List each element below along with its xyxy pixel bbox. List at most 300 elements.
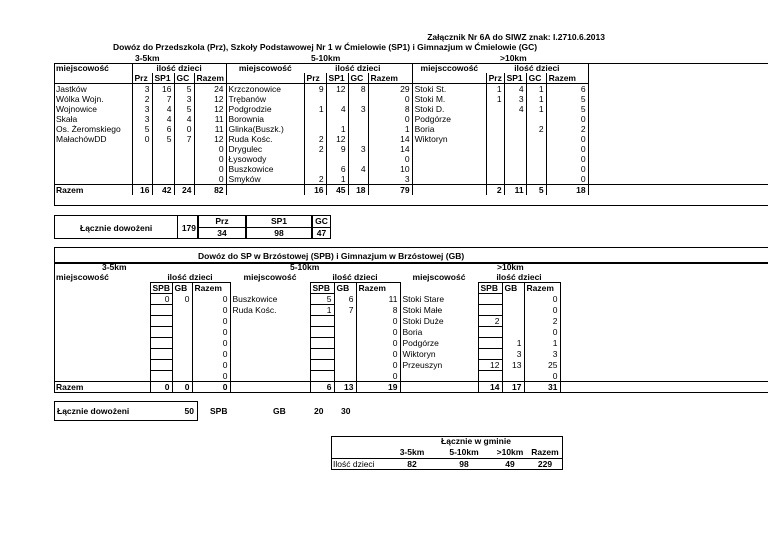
column-header-gb: GB [334,283,356,294]
s1-sum-val-prz: 34 [217,228,227,238]
column-header-spb: SPB [150,283,172,294]
s1-range-10plus: >10km [500,53,527,63]
value-cell: 4 [504,104,526,114]
table-row [54,327,768,338]
column-header-gc: GC [526,73,546,84]
value-cell: 0 [194,144,226,154]
value-cell: 1 [486,94,504,104]
value-cell [334,338,356,349]
total-value: 42 [152,185,174,196]
total-value: 17 [502,382,524,393]
value-cell: 0 [524,305,560,316]
section1-title: Dowóz do Przedszkola (Prz), Szkoły Podstawowej Nr 1 w Ćmielowie (SP1) i Gimnazjum w Ćmielowie (GC) [113,42,538,52]
column-header-prz: Prz [304,73,326,84]
kids-header: ilość dzieci [335,63,381,73]
value-cell: 4 [174,114,194,124]
value-cell [152,164,174,174]
value-cell [304,154,326,164]
s2-range-3-5: 3-5km [102,262,127,272]
value-cell: 0 [150,294,172,305]
location-name: Krzczonowice [228,84,281,94]
value-cell: 7 [174,134,194,144]
value-cell: 8 [368,104,412,114]
value-cell [486,134,504,144]
value-cell: 14 [368,134,412,144]
value-cell [526,114,546,124]
value-cell: 2 [304,134,326,144]
blank-cell [226,73,304,84]
value-cell: 3 [348,104,368,114]
value-cell [132,154,152,164]
spacer [560,305,768,316]
location-name: Stoki Duże [402,316,444,326]
table-row [54,104,768,114]
value-cell: 4 [326,104,348,114]
grand-col-5-10: 5-10km [449,447,479,457]
blank-cell [412,73,486,84]
grand-col-10plus: >10km [496,447,524,457]
value-cell: 0 [192,371,230,382]
spacer [588,94,768,104]
table-row [54,114,768,124]
value-cell: 0 [356,338,400,349]
location-name: Glinka(Buszk.) [228,124,284,134]
value-cell: 0 [546,164,588,174]
s2-range-10plus: >10km [497,262,524,272]
spacer [588,104,768,114]
grand-val-10plus: 49 [505,459,515,469]
annex-label: Załącznik Nr 6A do SIWZ znak: I.2710.6.2013 [427,32,605,42]
value-cell: 0 [192,327,230,338]
value-cell [310,371,334,382]
value-cell [132,174,152,185]
table-row [54,349,768,360]
column-header-razem: Razem [368,73,412,84]
column-header-gb: GB [502,283,524,294]
value-cell [502,371,524,382]
value-cell: 25 [524,360,560,371]
value-cell [486,104,504,114]
value-cell [150,305,172,316]
value-cell: 4 [152,104,174,114]
value-cell: 2 [524,316,560,327]
table-row [54,360,768,371]
column-header-prz: Prz [486,73,504,84]
value-cell [478,294,502,305]
table-row [54,144,768,154]
total-value: 79 [368,185,412,196]
value-cell: 11 [356,294,400,305]
value-cell: 1 [326,124,348,134]
grand-title: Łącznie w gminie [441,436,511,446]
value-cell: 0 [192,316,230,327]
value-cell: 1 [526,104,546,114]
location-name: Podgrodzie [228,104,272,114]
value-cell: 12 [194,94,226,104]
total-value: 31 [524,382,560,393]
location-name [54,371,150,382]
value-cell: 5 [174,104,194,114]
value-cell [478,349,502,360]
spacer [560,327,768,338]
value-cell [150,360,172,371]
location-name [54,360,150,371]
s2-sum-col-spb: SPB [210,406,228,416]
value-cell [334,371,356,382]
value-cell [348,134,368,144]
value-cell: 3 [132,104,152,114]
location-name: Stoki M. [414,94,446,104]
kids-header: ilość dzieci [496,272,542,282]
table-row [54,84,768,95]
kids-header: ilość dzieci [167,272,213,282]
value-cell: 5 [310,294,334,305]
value-cell [334,349,356,360]
kids-header: ilość dzieci [156,63,202,73]
value-cell: 0 [524,294,560,305]
spacer [588,63,768,73]
location-name: Drygulec [228,144,263,154]
value-cell: 24 [194,84,226,95]
value-cell: 5 [152,134,174,144]
value-cell [348,154,368,164]
value-cell [172,338,192,349]
value-cell [526,174,546,185]
value-cell [150,338,172,349]
spacer [588,134,768,144]
total-value: 11 [504,185,526,196]
location-header: miejscowość [243,272,297,283]
total-value: 6 [310,382,334,393]
value-cell [304,164,326,174]
value-cell: 1 [310,305,334,316]
location-name: Boria [402,327,423,337]
value-cell: 1 [304,104,326,114]
s2-summary-total: 50 [184,406,194,416]
value-cell: 16 [152,84,174,95]
location-name [54,144,132,154]
location-name: Boria [414,124,435,134]
value-cell: 0 [356,327,400,338]
blank-cell [230,283,310,294]
spacer [560,316,768,327]
spacer [560,294,768,305]
location-name [412,174,486,185]
location-name [54,294,150,305]
value-cell: 10 [368,164,412,174]
spacer [588,84,768,95]
column-header-gb: GB [172,283,192,294]
column-header-spb: SPB [310,283,334,294]
location-name: Wojnowice [54,104,132,114]
value-cell [174,164,194,174]
value-cell [172,371,192,382]
location-name [230,371,310,382]
column-header-razem: Razem [194,73,226,84]
value-cell [348,94,368,104]
value-cell: 12 [478,360,502,371]
value-cell [132,144,152,154]
value-cell: 3 [132,84,152,95]
value-cell: 3 [502,349,524,360]
value-cell: 12 [326,134,348,144]
value-cell [304,124,326,134]
value-cell [504,124,526,134]
spacer [560,382,768,393]
location-name [54,338,150,349]
value-cell [348,114,368,124]
grand-val-5-10: 98 [459,459,469,469]
value-cell: 8 [348,84,368,95]
value-cell: 1 [526,94,546,104]
location-name [54,349,150,360]
s1-sum-col-prz: Prz [215,216,229,226]
value-cell [150,371,172,382]
value-cell: 0 [368,154,412,164]
value-cell: 6 [334,294,356,305]
value-cell: 0 [192,338,230,349]
grand-val-3-5: 82 [407,459,417,469]
location-name: Przeuszyn [402,360,443,370]
location-name: Łysowody [228,154,267,164]
table-row [54,174,768,185]
location-name: Wiktoryn [402,349,436,359]
value-cell: 3 [524,349,560,360]
location-name [54,164,132,174]
value-cell: 1 [524,338,560,349]
value-cell: 0 [546,114,588,124]
value-cell [172,360,192,371]
spacer [560,349,768,360]
value-cell [152,174,174,185]
total-label: Razem [54,382,150,393]
total-value: 16 [132,185,152,196]
value-cell [174,144,194,154]
location-name: Smyków [228,174,261,184]
blank-cell [412,185,486,196]
value-cell: 0 [356,316,400,327]
total-value: 18 [348,185,368,196]
table-row [54,316,768,327]
location-name [54,174,132,185]
total-value: 0 [150,382,172,393]
value-cell: 6 [546,84,588,95]
s2-sum-col-gb: GB [273,406,286,416]
location-name [54,316,150,327]
value-cell [304,94,326,104]
s1-table [54,63,768,195]
spacer [560,338,768,349]
location-name: Ruda Kośc. [232,305,277,315]
s2-summary-label: Łącznie dowożeni [57,406,130,416]
value-cell: 0 [524,327,560,338]
value-cell [150,349,172,360]
value-cell: 1 [486,84,504,95]
value-cell: 5 [132,124,152,134]
value-cell [478,338,502,349]
spacer [588,185,768,196]
value-cell [326,154,348,164]
s2-sum-val-gb: 30 [341,406,351,416]
value-cell: 11 [194,124,226,134]
value-cell [172,327,192,338]
value-cell [172,316,192,327]
location-name [54,305,150,316]
value-cell: 13 [502,360,524,371]
value-cell [526,134,546,144]
value-cell [152,144,174,154]
grand-col-razem: Razem [531,447,559,457]
column-header-gc: GC [174,73,194,84]
value-cell: 0 [192,294,230,305]
value-cell: 0 [194,174,226,185]
grand-val-razem: 229 [537,459,553,469]
location-header: miejscowość [226,63,304,73]
value-cell [174,154,194,164]
value-cell: 8 [356,305,400,316]
spacer [560,371,768,382]
value-cell: 12 [194,134,226,144]
column-header-razem: Razem [192,283,230,294]
value-cell [478,371,502,382]
value-cell [334,360,356,371]
column-header-gc: GC [348,73,368,84]
location-name: Jastków [54,84,132,95]
s1-range-3-5: 3-5km [135,53,160,63]
total-value: 14 [478,382,502,393]
value-cell: 0 [194,164,226,174]
value-cell: 2 [546,124,588,134]
value-cell: 0 [546,174,588,185]
value-cell [326,114,348,124]
value-cell [486,124,504,134]
value-cell [486,164,504,174]
blank-cell [230,382,310,393]
total-value: 45 [326,185,348,196]
value-cell: 3 [368,174,412,185]
location-header: miejscowość [56,272,109,283]
value-cell: 9 [326,144,348,154]
location-name [230,360,310,371]
s2-sum-val-spb: 20 [314,406,324,416]
location-name: Os. Żeromskiego [54,124,132,134]
value-cell: 4 [504,84,526,95]
location-name: Stoki St. [414,84,447,94]
s1-sum-val-sp1: 98 [274,228,284,238]
s2-range-5-10: 5-10km [290,262,320,272]
value-cell: 3 [348,144,368,154]
kids-header: ilość dzieci [514,63,560,73]
blank-cell [54,73,132,84]
value-cell [310,349,334,360]
value-cell [504,154,526,164]
s2-columns-row [54,283,768,294]
value-cell: 1 [526,84,546,95]
value-cell: 0 [132,134,152,144]
value-cell: 4 [348,164,368,174]
location-header: miejscowość [54,63,132,73]
value-cell [334,327,356,338]
value-cell [504,164,526,174]
value-cell [478,327,502,338]
value-cell: 0 [192,305,230,316]
location-name: Skała [54,114,132,124]
total-value: 2 [486,185,504,196]
value-cell: 0 [546,154,588,164]
location-name: Stoki D. [414,104,445,114]
location-header: miejscowość [412,272,466,283]
value-cell [526,154,546,164]
value-cell [478,305,502,316]
grand-col-3-5: 3-5km [399,447,425,457]
location-name: Stoki Stare [402,294,445,304]
total-value: 19 [356,382,400,393]
total-value: 0 [172,382,192,393]
location-name [230,349,310,360]
s1-total-row [54,185,768,196]
total-value: 18 [546,185,588,196]
spacer [588,114,768,124]
spacer [588,144,768,154]
location-name: Ruda Kośc. [228,134,273,144]
table-row [54,134,768,144]
column-header-spb: SPB [478,283,502,294]
location-name: MałachówDD [54,134,132,144]
value-cell: 2 [526,124,546,134]
s2-total-row [54,382,768,393]
value-cell: 3 [174,94,194,104]
value-cell: 0 [174,124,194,134]
location-name [54,327,150,338]
s2-header-row [54,272,768,283]
location-name: Podgórze [402,338,439,348]
table-row [54,338,768,349]
location-name: Buszkowice [228,164,274,174]
value-cell [504,114,526,124]
value-cell: 0 [194,154,226,164]
value-cell [502,316,524,327]
value-cell [486,174,504,185]
value-cell: 3 [504,94,526,104]
value-cell [172,305,192,316]
column-header-razem: Razem [356,283,400,294]
blank-cell [54,283,150,294]
location-name: Podgórze [414,114,451,124]
value-cell [150,316,172,327]
value-cell: 5 [546,94,588,104]
value-cell [172,349,192,360]
value-cell [526,164,546,174]
total-value: 0 [192,382,230,393]
column-header-razem: Razem [524,283,560,294]
value-cell [348,124,368,134]
blank-cell [400,283,478,294]
table-row [54,94,768,104]
value-cell: 0 [546,134,588,144]
spacer [588,154,768,164]
value-cell: 0 [356,371,400,382]
spacer [560,283,768,294]
value-cell [486,144,504,154]
value-cell: 6 [326,164,348,174]
value-cell [304,114,326,124]
value-cell: 29 [368,84,412,95]
table-row [54,124,768,134]
value-cell: 2 [132,94,152,104]
value-cell: 3 [132,114,152,124]
column-header-prz: Prz [132,73,152,84]
value-cell: 2 [478,316,502,327]
